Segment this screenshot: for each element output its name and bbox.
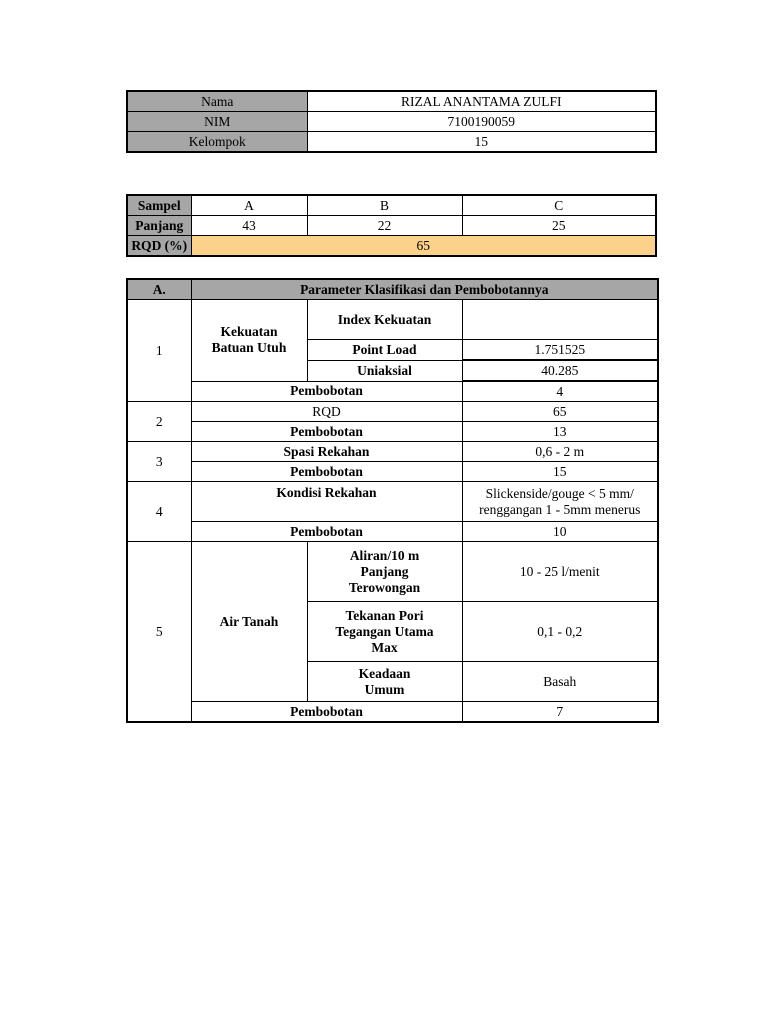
param-2-name: RQD (191, 402, 462, 422)
table-row (127, 442, 658, 462)
flow-label: Aliran/10 m Panjang Terowongan (307, 542, 462, 602)
param-4-weight-label: Pembobotan (191, 522, 462, 542)
classification-table (126, 278, 659, 723)
index-strength-value (462, 300, 658, 340)
uniaxial-value: 40.285 (462, 360, 658, 381)
param-3-weight-label: Pembobotan (191, 462, 462, 482)
name-value: RIZAL ANANTAMA ZULFI (307, 91, 656, 112)
pressure-label: Tekanan Pori Tegangan Utama Max (307, 602, 462, 662)
param-3-number: 3 (127, 442, 191, 482)
table-row (127, 402, 658, 422)
point-load-label: Point Load (307, 340, 462, 361)
group-label: Kelompok (127, 132, 307, 153)
section-title: Parameter Klasifikasi dan Pembobotannya (191, 279, 658, 300)
param-5-weight-value: 7 (462, 702, 658, 723)
index-strength-label: Index Kekuatan (307, 300, 462, 340)
table-header-row (127, 279, 658, 300)
table-row (127, 542, 658, 602)
pressure-value: 0,1 - 0,2 (462, 602, 658, 662)
length-c: 25 (462, 216, 656, 236)
rqd-label: RQD (%) (127, 236, 191, 257)
point-load-value: 1.751525 (462, 340, 658, 361)
length-a: 43 (191, 216, 307, 236)
table-row (127, 702, 658, 723)
length-b: 22 (307, 216, 462, 236)
sample-column-a: A (191, 195, 307, 216)
sample-column-b: B (307, 195, 462, 216)
sample-table (126, 194, 657, 257)
table-row (127, 422, 658, 442)
table-row (127, 132, 656, 153)
param-1-weight-label: Pembobotan (191, 381, 462, 402)
name-label: Nama (127, 91, 307, 112)
table-row (127, 462, 658, 482)
param-3-name: Spasi Rekahan (191, 442, 462, 462)
sample-header-label: Sampel (127, 195, 191, 216)
nim-label: NIM (127, 112, 307, 132)
table-row (127, 195, 656, 216)
table-row (127, 91, 656, 112)
uniaxial-label: Uniaksial (307, 360, 462, 381)
group-value: 15 (307, 132, 656, 153)
flow-value: 10 - 25 l/menit (462, 542, 658, 602)
param-5-number: 5 (127, 542, 191, 723)
param-5-weight-label: Pembobotan (191, 702, 462, 723)
param-4-value: Slickenside/gouge < 5 mm/ renggangan 1 - 5mm menerus (462, 482, 658, 522)
condition-label: Keadaan Umum (307, 662, 462, 702)
length-label: Panjang (127, 216, 191, 236)
nim-value: 7100190059 (307, 112, 656, 132)
table-row (127, 216, 656, 236)
table-row (127, 482, 658, 522)
param-2-weight-label: Pembobotan (191, 422, 462, 442)
table-row (127, 236, 656, 257)
param-2-weight-value: 13 (462, 422, 658, 442)
rqd-value: 65 (191, 236, 656, 257)
param-2-number: 2 (127, 402, 191, 442)
param-1-weight-value: 4 (462, 381, 658, 402)
section-index: A. (127, 279, 191, 300)
identity-table (126, 90, 657, 153)
param-3-weight-value: 15 (462, 462, 658, 482)
param-3-value: 0,6 - 2 m (462, 442, 658, 462)
condition-value: Basah (462, 662, 658, 702)
param-4-number: 4 (127, 482, 191, 542)
param-1-number: 1 (127, 300, 191, 402)
table-row (127, 300, 658, 340)
param-4-name: Kondisi Rekahan (191, 482, 462, 522)
sample-column-c: C (462, 195, 656, 216)
param-1-name: Kekuatan Batuan Utuh (191, 300, 307, 382)
param-2-value: 65 (462, 402, 658, 422)
table-row (127, 381, 658, 402)
table-row (127, 522, 658, 542)
param-5-name: Air Tanah (191, 542, 307, 702)
table-row (127, 112, 656, 132)
param-4-weight-value: 10 (462, 522, 658, 542)
